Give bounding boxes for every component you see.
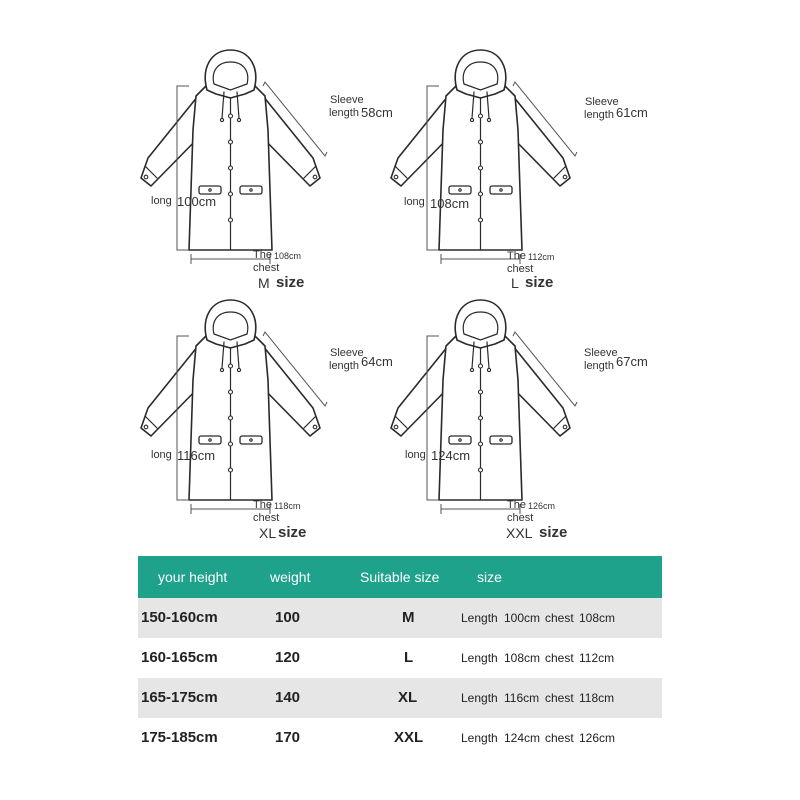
- header-weight: weight: [270, 569, 311, 585]
- chest-label: chest: [507, 263, 534, 275]
- cell-height: 150-160cm: [141, 609, 218, 626]
- length-value: 108cm: [430, 196, 470, 211]
- cell-weight: 170: [275, 729, 301, 746]
- chest-the-label: The: [253, 499, 272, 511]
- table-row: [138, 598, 662, 638]
- cell-chest-label: chest: [545, 691, 574, 705]
- chest-value: 108cm: [274, 251, 302, 261]
- cell-chest-value: 108cm: [579, 611, 616, 625]
- size-letter: XL: [259, 525, 277, 541]
- length-value: 116cm: [177, 448, 216, 463]
- chest-label: chest: [253, 512, 280, 524]
- cell-size: XL: [398, 689, 418, 706]
- size-table: [138, 556, 662, 758]
- size-letter: L: [511, 275, 519, 291]
- size-word: size: [539, 524, 568, 541]
- header-size: size: [477, 569, 502, 585]
- raincoat-diagram-icon: [343, 38, 593, 288]
- chest-the-label: The: [253, 249, 272, 261]
- sleeve-label: Sleeve: [330, 347, 364, 359]
- chest-value: 118cm: [274, 501, 301, 511]
- length-label: long: [151, 195, 172, 207]
- length-label: long: [405, 449, 426, 461]
- cell-chest-value: 118cm: [579, 691, 615, 705]
- chest-value: 112cm: [528, 252, 555, 262]
- cell-weight: 140: [275, 689, 301, 706]
- cell-length-label: Length: [461, 651, 498, 665]
- cell-length-label: Length: [461, 731, 498, 745]
- chest-value: 126cm: [528, 501, 556, 511]
- table-header: [138, 556, 662, 598]
- sleeve-value: 64cm: [361, 354, 393, 369]
- sleeve-label: Sleeve: [584, 347, 618, 359]
- length-label: long: [151, 449, 172, 461]
- cell-length-value: 124cm: [504, 731, 541, 745]
- sleeve-value: 67cm: [616, 354, 648, 369]
- cell-weight: 120: [275, 649, 301, 666]
- cell-length-value: 100cm: [504, 611, 541, 625]
- sleeve-length-label: length: [584, 109, 614, 121]
- raincoat-diagram-icon: [93, 38, 343, 288]
- size-diagram-m: [93, 38, 393, 291]
- length-value: 124cm: [431, 448, 471, 463]
- chest-label: chest: [253, 262, 280, 274]
- size-letter: XXL: [506, 525, 533, 541]
- sleeve-label: Sleeve: [585, 96, 619, 108]
- cell-height: 165-175cm: [141, 689, 218, 706]
- sleeve-length-label: length: [329, 360, 359, 372]
- sleeve-label: Sleeve: [330, 94, 364, 106]
- cell-chest-value: 112cm: [579, 651, 615, 665]
- size-word: size: [525, 274, 554, 291]
- cell-chest-label: chest: [545, 611, 574, 625]
- cell-size: L: [404, 649, 414, 666]
- cell-height: 175-185cm: [141, 729, 218, 746]
- cell-height: 160-165cm: [141, 649, 218, 666]
- cell-length-value: 116cm: [504, 691, 540, 705]
- header-height: your height: [158, 569, 228, 585]
- header-suitable-size: Suitable size: [360, 569, 440, 585]
- table-row: [138, 638, 662, 678]
- size-diagram-l: [343, 38, 648, 291]
- raincoat-diagram-icon: [343, 288, 593, 538]
- size-letter: M: [258, 275, 270, 291]
- chest-the-label: The: [507, 250, 526, 262]
- table-row: [138, 718, 662, 758]
- sleeve-length-label: length: [329, 107, 359, 119]
- size-word: size: [278, 524, 307, 541]
- cell-length-label: Length: [461, 611, 498, 625]
- cell-size: M: [402, 609, 415, 626]
- sleeve-value: 58cm: [361, 105, 393, 120]
- cell-length-value: 108cm: [504, 651, 541, 665]
- length-value: 100cm: [177, 194, 217, 209]
- cell-chest-value: 126cm: [579, 731, 616, 745]
- cell-weight: 100: [275, 609, 301, 626]
- table-row: [138, 678, 662, 718]
- size-diagram-xxl: [343, 288, 648, 541]
- cell-size: XXL: [394, 729, 424, 746]
- cell-chest-label: chest: [545, 651, 574, 665]
- sleeve-value: 61cm: [616, 105, 648, 120]
- length-label: long: [404, 196, 425, 208]
- chest-label: chest: [507, 512, 534, 524]
- cell-length-label: Length: [461, 691, 498, 705]
- sleeve-length-label: length: [584, 360, 614, 372]
- cell-chest-label: chest: [545, 731, 574, 745]
- chest-the-label: The: [507, 499, 526, 511]
- size-word: size: [276, 274, 305, 291]
- raincoat-diagram-icon: [93, 288, 343, 538]
- size-diagram-xl: [93, 288, 393, 541]
